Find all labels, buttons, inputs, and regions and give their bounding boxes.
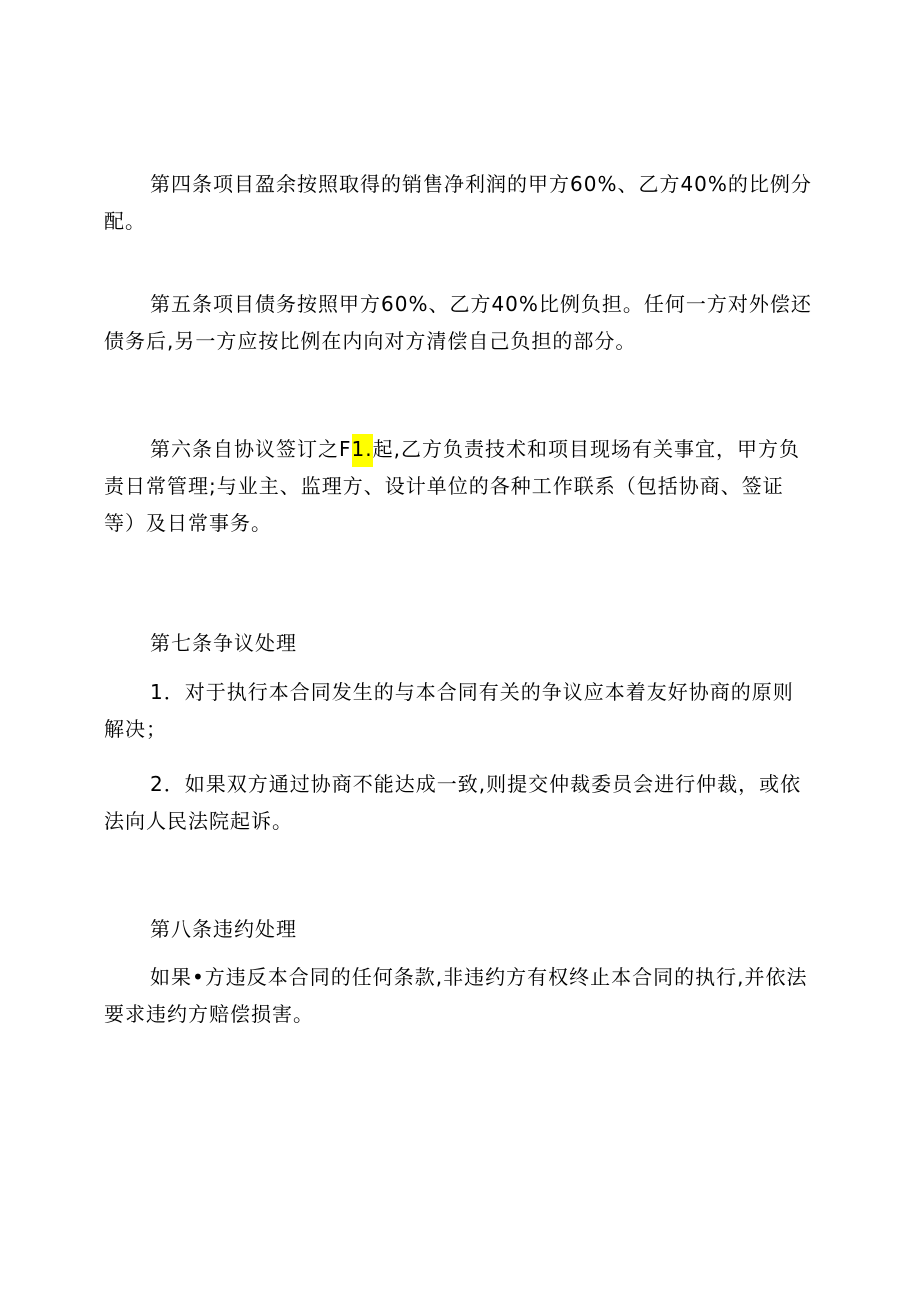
article-7-item-2: 2．如果双方通过协商不能达成一致,则提交仲裁委员会进行仲裁，或依法向人民法院起诉。: [104, 772, 802, 833]
article-8-body: 如果•方违反本合同的任何条款,非违约方有权终止本合同的执行,并依法要求违约方赔偿损害。: [104, 965, 808, 1026]
highlighted-text: 1.: [352, 434, 373, 467]
article-6-text-end: 起,乙方负责技术和项目现场有关事宜，甲方负责日常管理;与业主、监理方、设计单位的各种工作联系（包括协商、签证等）及日常事务。: [104, 437, 800, 535]
article-5: 第五条项目债务按照甲方60%、乙方40%比例负担。任何一方对外偿还债务后,另一方应按比例在内向对方清偿自己负担的部分。: [104, 292, 812, 353]
article-8-title: 第八条违约处理: [150, 917, 297, 941]
article-4: 第四条项目盈余按照取得的销售净利润的甲方60%、乙方40%的比例分配。: [104, 172, 812, 233]
article-6: [104, 431, 814, 542]
article-6-text-start: 第六条自协议签订之F: [150, 437, 352, 461]
article-7-title: 第七条争议处理: [150, 631, 297, 655]
article-7-item-1: 1．对于执行本合同发生的与本合同有关的争议应本着友好协商的原则解决；: [104, 680, 794, 741]
